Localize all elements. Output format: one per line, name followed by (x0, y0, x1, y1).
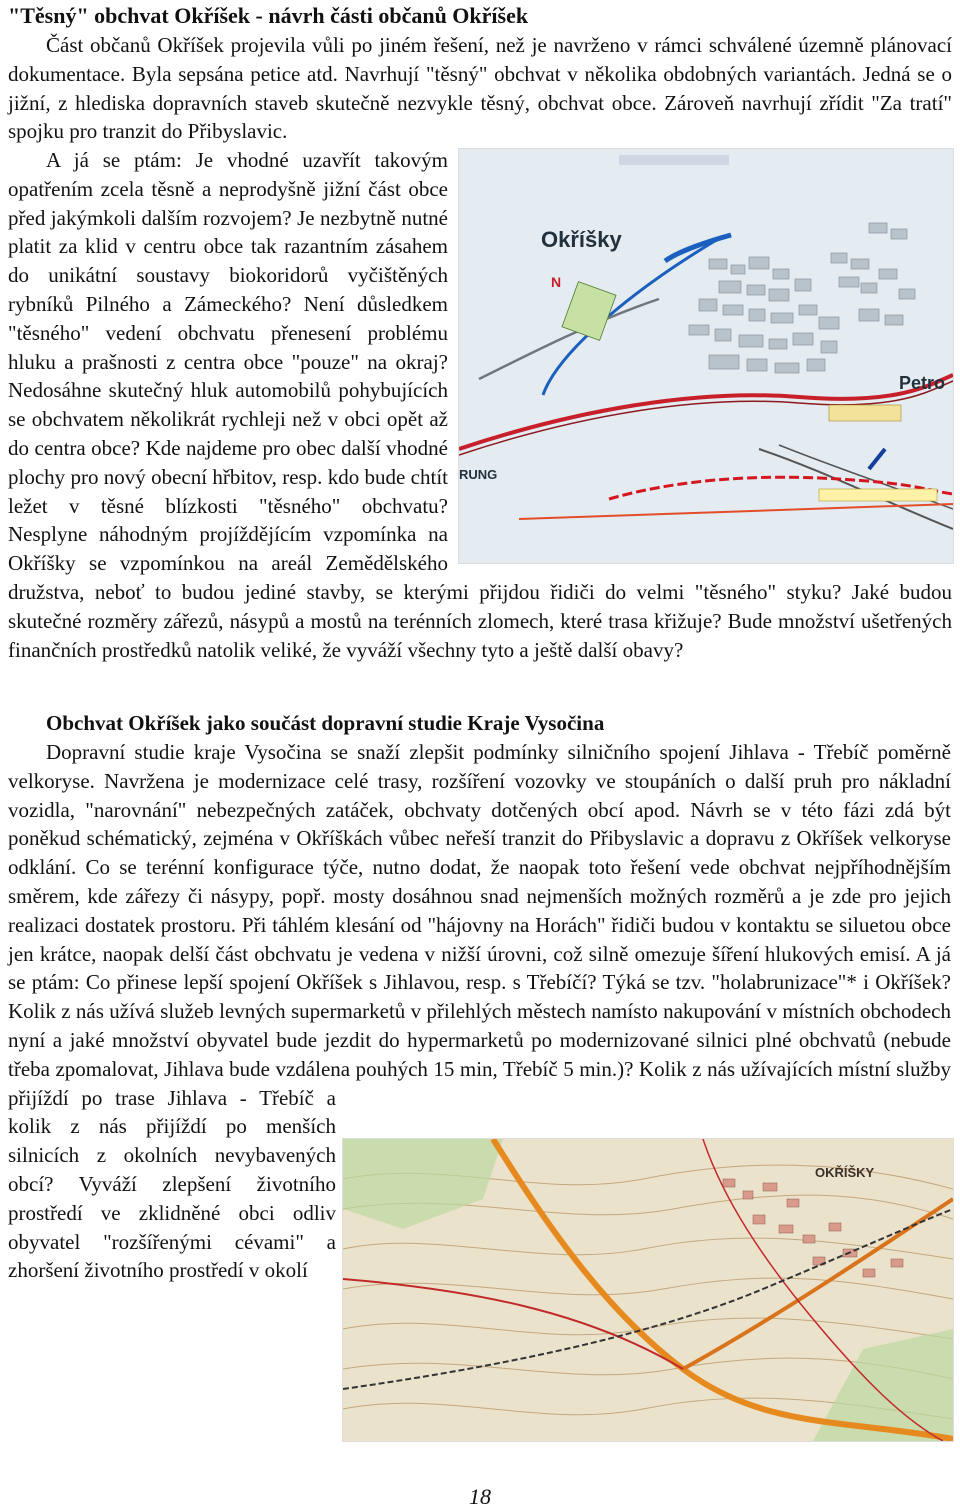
section-heading: Obchvat Okříšek jako součást dopravní studie Kraje Vysočina (46, 711, 605, 735)
question-paragraph (8, 146, 952, 664)
map2-label-town: OKŘÍŠKY (815, 1165, 875, 1180)
map-label-town: Okříšky (541, 227, 622, 252)
figure-spacer-bottom (336, 1110, 952, 1416)
page-number: 18 (469, 1484, 491, 1509)
map-label-petro: Petro (899, 373, 946, 393)
question-text: A já se ptám: Je vhodné uzavřít takovým opatřením zcela těsně a neprodyšně jižní část obce před jakýmkoli dalším rozvojem? Je nezbytně nutné platit za klid v centru obce tak razantním zásahem do unikátní soustavy biokoridorů vyčištěných rybníků Pilného a Zámeckého? Není důsledkem "těsného" vedení obchvatu přenesení problému hluku a prašnosti z centra obce "pouze" na okraj? Nedosáhne skutečný hluk automobilů pohybujících se obchvatem několikrát rychleji než v obci opět až do centra obce? Kde najdeme pro obec další vhodné plochy pro nový obecní hřbitov, resp. kdo bude chtít ležet v těsné blízkosti "těsného" obchvatu? Nesplyne náhodným projíždějícím vzpomínka na Okříšky se vzpomínkou na areál Zemědělského družstva, neboť to budou jediné stavby, se kterými přijdou řidiči do velmi "těsného" styku? Jaké budou skutečné rozměry zářezů, násypů a mostů na terénních zlomech, které trasa křižuje? Bude množství ušetřených finančních prostředků natolik veliké, že vyváží všechny tyto a ještě další obavy? (8, 148, 952, 662)
page-title: "Těsný" obchvat Okříšek - návrh části občanů Okříšek (8, 3, 529, 28)
intro-paragraph: Část občanů Okříšek projevila vůli po jiném řešení, než je navrženo v rámci schválené územně plánovací dokumentace. Byla sepsána petice atd. Navrhují "těsný" obchvat v několika obdobných variantách. Jedná se o jižní, z hlediska dopravních staveb skutečně nezvykle těsný, obchvat obce. Zároveň navrhují zřídit "Za tratí" spojku pro tranzit do Přibyslavic. (8, 33, 952, 144)
map-label-north: N (551, 274, 562, 290)
study-paragraph (8, 738, 952, 1416)
figure-spacer (448, 146, 952, 550)
study-text: Dopravní studie kraje Vysočina se snaží zlepšit podmínky silničního spojení Jihlava - Třebíč poměrně velkoryse. Navržena je modernizace celé trasy, rozšíření vozovky ve stoupáních o další pruh pro nákladní vozidla, "narovnání" nebezpečných zatáček, obchvaty dotčených obcí apod. Návrh se v této fázi zdá být poněkud schématický, zejména v Okříškách vůbec neřeší tranzit do Přibyslavic a dopravu z Okříšek velkoryse odklání. Co se terénní konfigurace týče, nutno dodat, že naopak toto řešení vede obchvat nejpříhodnějším směrem, kde zářezy či násypy, popř. mosty dosáhnou snad nejmenších možných rozměrů a je zde pro jejich realizaci dostatek prostoru. Při táhlém klesání od "hájovny na Horách" řidiči budou v kontaktu se siluetou obce jen krátce, naopak delší část obchvatu je vedena v nižší úrovni, což silně omezuje šíření hlukových emisí. A já se ptám: Co přinese lepší spojení Okříšek s Jihlavou, resp. s Třebíčí? Týká se tzv. "holabrunizace"* i Okříšek? Kolik z nás užívá služeb levných supermarketů v přilehlých městech namísto nakupování v místních obchodech nyní a jaké množství obyvatel bude jezdit do hypermarketů po modernizované silnici plné obchvatů (nebude třeba zpomalovat, Jihlava bude vzdálena pouhých 15 min, Třebíč 5 min.)? Kolik z nás užívajících místní služby přijíždí po trase Jihlava - Třebíč a kolik z nás přijíždí po menších silnicích z okolních nevybavených obcí? Vyváží zlepšení životního prostředí ve zklidněné obci odliv obyvatel "rozšířenými cévami" a zhoršení životního prostředí v okolí (8, 740, 951, 1283)
figure-spacer-top (951, 738, 952, 1110)
map-label-rung: RUNG (459, 467, 498, 482)
